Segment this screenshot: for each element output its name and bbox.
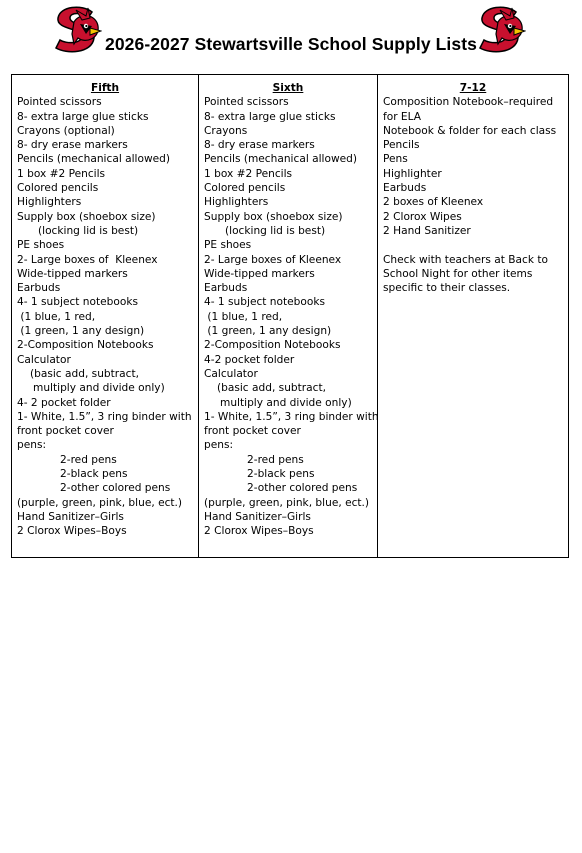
column-heading-fifth: Fifth	[90, 82, 120, 94]
list-item: 1- White, 1.5”, 3 ring binder with	[204, 410, 379, 423]
list-item: 8- dry erase markers	[17, 139, 128, 152]
list-item: Colored pencils	[204, 182, 286, 195]
list-item: 2 Clorox Wipes–Boys	[204, 525, 314, 538]
page-title: 2026-2027 Stewartsville School Supply Lists	[105, 34, 477, 54]
list-item: (basic add, subtract,	[217, 382, 326, 395]
spacer	[383, 238, 563, 252]
column-heading-sixth: Sixth	[272, 82, 304, 94]
list-item: 2-Composition Notebooks	[17, 339, 154, 352]
list-item: Notebook & folder for each class	[383, 124, 557, 137]
list-item: 2-black pens	[247, 468, 315, 481]
list-item: (1 blue, 1 red,	[204, 310, 283, 323]
list-item: 1 box #2 Pencils	[17, 167, 106, 180]
list-item: multiply and divide only)	[33, 382, 165, 395]
supply-list-table	[11, 74, 569, 558]
list-item: Crayons (optional)	[17, 124, 115, 137]
list-item: Hand Sanitizer–Girls	[204, 510, 311, 523]
list-item: (locking lid is best)	[38, 224, 139, 237]
list-item: 4-2 pocket folder	[204, 353, 295, 366]
list-item: Highlighters	[17, 196, 82, 209]
list-item: Wide-tipped markers	[17, 267, 128, 280]
sixth-grade-column	[199, 75, 378, 558]
list-item: 8- extra large glue sticks	[17, 110, 149, 123]
list-item: Earbuds	[17, 282, 61, 295]
list-item: 2-other colored pens	[60, 482, 171, 495]
list-item: Hand Sanitizer–Girls	[17, 510, 124, 523]
list-item: Earbuds	[204, 282, 248, 295]
list-item: (1 blue, 1 red,	[17, 310, 96, 323]
grades-7-12-column	[378, 75, 569, 558]
list-item: 2-black pens	[60, 468, 128, 481]
list-item: Highlighters	[204, 196, 269, 209]
list-item: Supply box (shoebox size)	[17, 210, 156, 223]
list-item: Pointed scissors	[17, 96, 102, 109]
list-item: 4- 1 subject notebooks	[17, 296, 139, 309]
list-item: PE shoes	[17, 239, 65, 252]
list-item: Highlighter	[383, 167, 442, 180]
list-item: (locking lid is best)	[225, 224, 326, 237]
list-item: Pointed scissors	[204, 96, 289, 109]
list-item: 2-red pens	[60, 453, 117, 466]
list-item: 2 Hand Sanitizer	[383, 224, 471, 237]
list-item: 2 Clorox Wipes	[383, 210, 462, 223]
list-item: Pencils	[383, 139, 420, 152]
list-item: PE shoes	[204, 239, 252, 252]
list-item: 2-Composition Notebooks	[204, 339, 341, 352]
list-item: Pencils (mechanical allowed)	[17, 153, 171, 166]
list-item: 2 Clorox Wipes–Boys	[17, 525, 127, 538]
list-item: multiply and divide only)	[220, 396, 352, 409]
list-item: (purple, green, pink, blue, ect.)	[204, 496, 370, 509]
list-item: front pocket cover	[17, 425, 114, 438]
list-item: 2- Large boxes of Kleenex	[17, 253, 158, 266]
list-item: Pens	[383, 153, 408, 166]
list-item: 8- extra large glue sticks	[204, 110, 336, 123]
fifth-grade-column	[12, 75, 199, 558]
column-heading-7-12: 7-12	[459, 82, 487, 94]
list-item: 4- 2 pocket folder	[17, 396, 111, 409]
list-item: Calculator	[17, 353, 71, 366]
list-item: (purple, green, pink, blue, ect.)	[17, 496, 183, 509]
list-item: 8- dry erase markers	[204, 139, 315, 152]
list-item: Calculator	[204, 367, 258, 380]
list-item: 2- Large boxes of Kleenex	[204, 253, 342, 266]
list-item: Composition Notebook–required for ELA	[383, 96, 554, 123]
list-item: Colored pencils	[17, 182, 99, 195]
list-item: Supply box (shoebox size)	[204, 210, 343, 223]
list-item: pens:	[204, 439, 234, 452]
list-item: (1 green, 1 any design)	[204, 325, 332, 338]
list-item: (basic add, subtract,	[30, 367, 139, 380]
teacher-note: Check with teachers at Back to School Night for other items specific to their classes.	[383, 253, 548, 295]
list-item: 2-other colored pens	[247, 482, 358, 495]
list-item: Pencils (mechanical allowed)	[204, 153, 358, 166]
list-item: pens:	[17, 439, 47, 452]
list-item: 1- White, 1.5”, 3 ring binder with	[17, 410, 192, 423]
list-item: 1 box #2 Pencils	[204, 167, 293, 180]
list-item: 2-red pens	[247, 453, 304, 466]
list-item: Crayons	[204, 124, 248, 137]
list-item: 4- 1 subject notebooks	[204, 296, 326, 309]
list-item: Wide-tipped markers	[204, 267, 315, 280]
list-item: Earbuds	[383, 182, 427, 195]
list-item: (1 green, 1 any design)	[17, 325, 145, 338]
list-item: front pocket cover	[204, 425, 301, 438]
list-item: 2 boxes of Kleenex	[383, 196, 484, 209]
